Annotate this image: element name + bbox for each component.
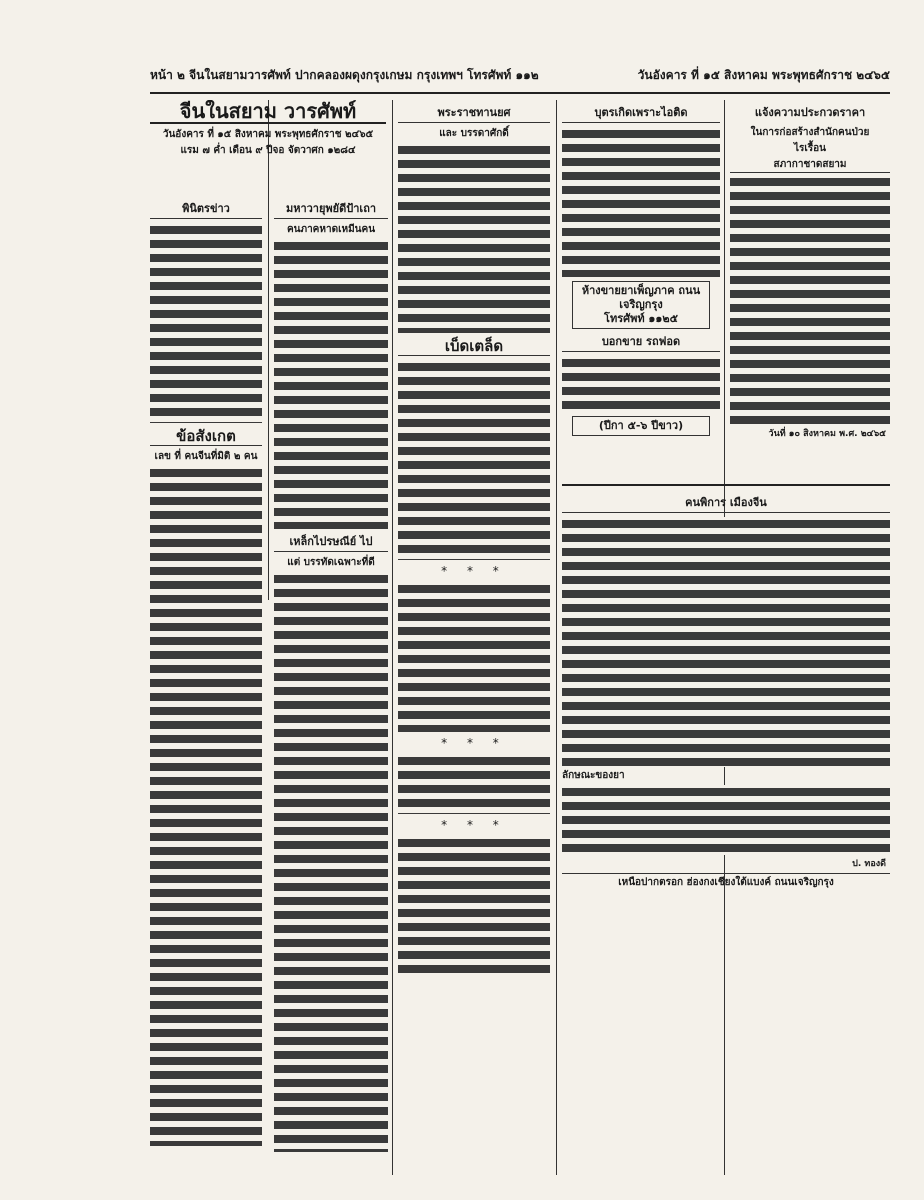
advert-box: (ปีกา ๕-๖ ปีขาว) [572,416,710,436]
article-body [398,360,550,560]
advert-phone: โทรศัพท์ ๑๑๒๕ [604,312,678,325]
section-subheading: เลข ที่ คนจีนที่มิติ ๒ คน [154,451,258,462]
advert-box [572,281,710,329]
bottom-block [562,490,890,1180]
section-heading: บอกขาย รถฟอด [562,335,720,352]
article-body [562,356,720,412]
block-rule [562,484,890,486]
section-heading: เหล็กไปรษณีย์ ไป [274,535,388,552]
article-body [562,785,890,855]
section-subheading: แต่ บรรทัดเฉพาะที่ดี [287,557,375,568]
footer-address: เหนือปากตรอก ฮ่องกงเชียงใต้แบงค์ ถนนเจริญกรุง [562,873,890,890]
section-heading: แจ้งความประกวดราคา [754,106,866,119]
header-right: วันอังคาร ที่ ๑๕ สิงหาคม พระพุทธศักราช ๒๔๖๕ [637,67,890,82]
article-body [562,127,720,277]
section-heading: พินิตรข่าว [150,202,262,219]
article-body [274,572,388,1152]
subcolumn-a [150,196,262,1186]
divider-stars: * * * [441,818,507,832]
column-divider [556,100,557,1175]
section-label: ลักษณะของยา [562,770,625,781]
header-left: หน้า ๒ จีนในสยามวารศัพท์ ปากคลองผดุงกรุงเกษม กรุงเทพฯ โทรศัพท์ ๑๑๒ [150,67,539,82]
article-body [398,582,550,732]
section-heading: พระราชทานยศ [398,106,550,123]
dateline: วันอังคาร ที่ ๑๕ สิงหาคม พระพุทธศักราช ๒๔๖๕ [162,129,374,140]
section-heading: บุตรเกิดเพราะไอติด [562,106,720,123]
dateline-lunar: แรม ๗ ค่ำ เดือน ๙ ปีจอ จัตวาศก ๑๒๘๔ [180,145,356,156]
section-heading: คนพิการ เมืองจีน [562,496,890,513]
section-subheading: ในการก่อสร้างสำนักคนป่วย [750,127,870,138]
article-body [274,239,388,529]
article-body [398,754,550,814]
section-heading: ข้อสังเกต [150,429,262,446]
header-rule [150,92,890,94]
section-subheading: คนภาคหาดเหมีนคน [286,224,376,235]
article-body [730,175,890,425]
section-subheading: ไรเรื้อน [793,143,827,154]
article-body [150,223,262,423]
section-subheading: และ บรรดาศักดิ์ [439,128,509,139]
advert-title: ห้างขายยาเพ็ญภาค ถนนเจริญกรุง [581,284,701,311]
divider-stars: * * * [441,736,507,750]
divider-stars: * * * [441,564,507,578]
signature-date: วันที่ ๑๐ สิงหาคม พ.ศ. ๒๔๖๕ [768,429,886,439]
section-subheading: สภากาชาดสยาม [730,158,890,173]
column-3 [562,100,720,480]
column-divider [392,100,393,1175]
subcolumn-b [274,196,388,1186]
article-body [562,517,890,767]
article-body [150,466,262,1146]
page-header [150,64,890,86]
section-heading: มหาวายุพยัดีป้าเถา [274,202,388,219]
column-4 [730,100,890,480]
column-2 [398,100,550,1180]
signature: ป. ทองดี [852,859,886,869]
section-heading: เบ็ดเตล็ด [398,339,550,356]
article-body [398,836,550,976]
article-body [398,143,550,333]
masthead: จีนในสยาม วารศัพท์ [150,104,386,124]
